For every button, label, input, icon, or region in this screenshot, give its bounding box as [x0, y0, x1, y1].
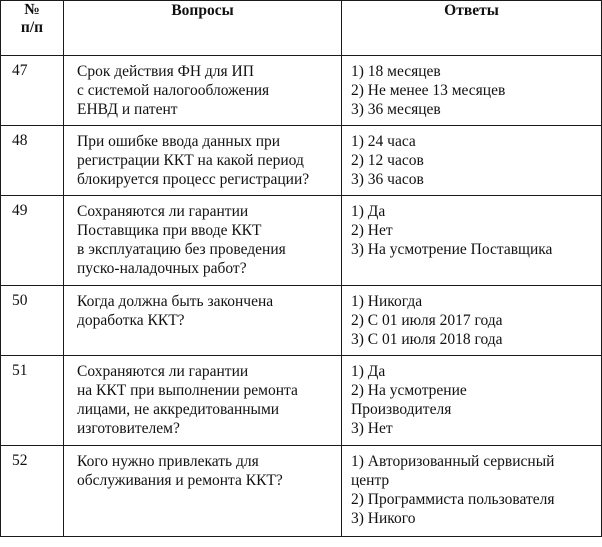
header-number-sign: №	[24, 1, 40, 18]
answer-option: 3) На усмотрение Поставщика	[351, 241, 553, 258]
row-number: 51	[1, 356, 64, 446]
answer-option: 1) Да	[351, 203, 386, 220]
header-answers: Ответы	[342, 1, 602, 56]
question-cell	[64, 126, 342, 196]
answer-option: Производителя	[351, 401, 452, 418]
answer-option: 2) 12 часов	[351, 152, 424, 169]
question-cell	[64, 286, 342, 356]
table-row	[1, 56, 602, 126]
header-number-abbr: п/п	[20, 19, 44, 36]
answers-cell	[342, 56, 602, 126]
table-row	[1, 356, 602, 446]
answers-cell	[342, 446, 602, 537]
question-line: Сохраняются ли гарантии	[77, 363, 249, 380]
question-line: При ошибке ввода данных при	[77, 133, 281, 150]
answers-cell	[342, 126, 602, 196]
answer-option: 3) С 01 июля 2018 года	[351, 331, 503, 348]
header-questions: Вопросы	[64, 1, 342, 56]
row-number: 52	[1, 446, 64, 537]
answer-option: 1) Никогда	[351, 293, 423, 310]
answer-option: 1) 18 месяцев	[351, 63, 441, 80]
table-row	[1, 126, 602, 196]
answers-cell	[342, 286, 602, 356]
question-line: Срок действия ФН для ИП	[77, 63, 254, 80]
question-cell	[64, 356, 342, 446]
answer-option: центр	[351, 472, 390, 489]
question-line: обслуживания и ремонта ККТ?	[77, 472, 283, 489]
question-line: ЕНВД и патент	[77, 101, 178, 118]
answer-option: 1) 24 часа	[351, 133, 416, 150]
question-line: Поставщика при вводе ККТ	[77, 222, 262, 239]
question-line: доработка ККТ?	[77, 312, 185, 329]
row-number: 50	[1, 286, 64, 356]
question-cell	[64, 196, 342, 286]
answer-option: 1) Да	[351, 363, 386, 380]
question-line: лицами, не аккредитованными	[77, 401, 280, 418]
answer-option: 3) 36 часов	[351, 171, 424, 188]
row-number: 47	[1, 56, 64, 126]
row-number: 49	[1, 196, 64, 286]
answers-cell	[342, 356, 602, 446]
question-line: с системой налогообложения	[77, 82, 270, 99]
row-number: 48	[1, 126, 64, 196]
answer-option: 2) С 01 июля 2017 года	[351, 312, 503, 329]
table-header	[1, 1, 602, 56]
question-line: регистрации ККТ на какой период	[77, 152, 304, 169]
question-cell	[64, 446, 342, 537]
question-line: пуско-наладочных работ?	[77, 260, 247, 277]
table-row	[1, 446, 602, 537]
question-line: блокируется процесс регистрации?	[77, 171, 310, 188]
answer-option: 2) Не менее 13 месяцев	[351, 82, 506, 99]
answer-option: 3) Нет	[351, 420, 393, 437]
header-number	[1, 1, 64, 56]
question-line: в эксплуатацию без проведения	[77, 241, 286, 258]
answer-option: 3) 36 месяцев	[351, 101, 441, 118]
answer-option: 2) Программиста пользователя	[351, 491, 555, 508]
answer-option: 1) Авторизованный сервисный	[351, 453, 555, 470]
table-row	[1, 286, 602, 356]
answer-option: 2) На усмотрение	[351, 382, 467, 399]
question-line: на ККТ при выполнении ремонта	[77, 382, 298, 399]
question-line: изготовителем?	[77, 420, 180, 437]
question-cell	[64, 56, 342, 126]
answer-option: 2) Нет	[351, 222, 393, 239]
table-row	[1, 196, 602, 286]
question-line: Когда должна быть закончена	[77, 293, 274, 310]
answer-option: 3) Никого	[351, 510, 416, 527]
answers-cell	[342, 196, 602, 286]
question-line: Кого нужно привлекать для	[77, 453, 259, 470]
question-line: Сохраняются ли гарантии	[77, 203, 249, 220]
